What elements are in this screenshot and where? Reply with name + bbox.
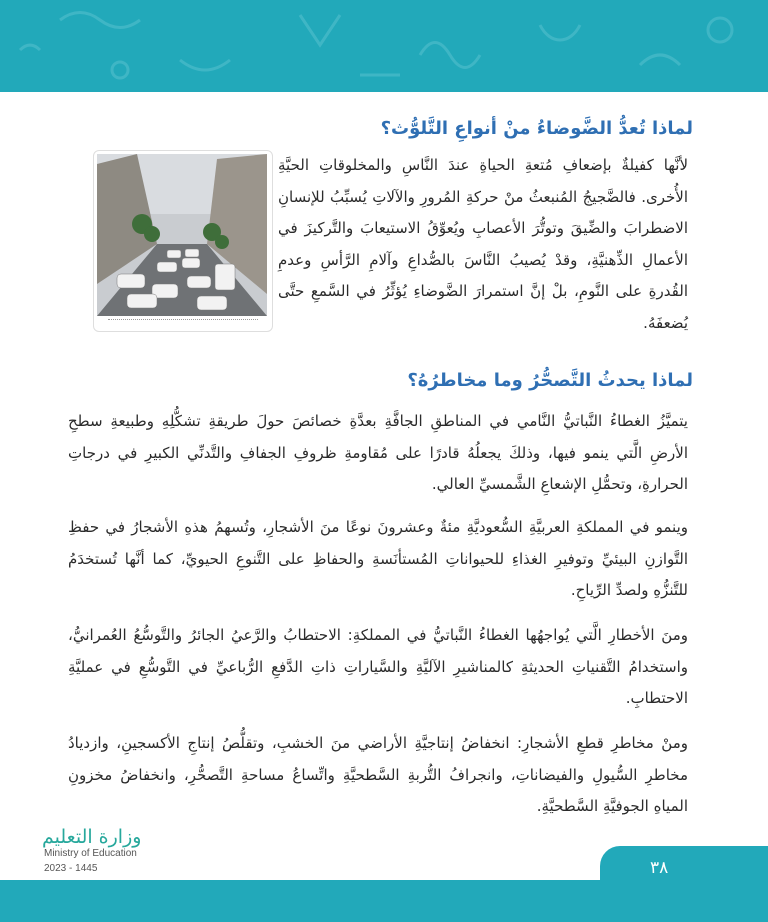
section-heading-desertification: لماذا يحدثُ التَّصحُّرُ وما مخاطرُهُ؟ — [407, 370, 693, 391]
top-decorative-band — [0, 0, 768, 92]
desertification-paragraph-3: ومنَ الأخطارِ الَّتي يُواجهُها الغطاءُ النَّباتيُّ في المملكةِ: الاحتطابُ والرَّعيُ الجائرُ والتَّوسُّعُ العُمرانيُّ، واستخدامُ التَّقنياتِ الحديثةِ كالمناشيرِ الآليَّةِ والسَّياراتِ ذاتِ الدَّفعِ الرُّباعيِّ في التَّوسُّعِ في عمليَّةِ الاحتطابِ. — [68, 626, 688, 707]
bottom-decorative-band — [0, 880, 768, 922]
desertification-paragraph-2: وينمو في المملكةِ العربيَّةِ السُّعوديَّةِ مئةٌ وعشرونَ نوعًا منَ الأشجارِ، وتُسهمُ هذهِ الأشجارُ في حفظِ التَّوازنِ البيئيِّ وتوفيرِ الغذاءِ للحيواناتِ المُستأنَسةِ والحفاظِ على التَّنوعِ الحيويِّ، كما أنَّها تُستخدَمُ للتَّنزُّهِ ولصدِّ الرِّياحِ. — [68, 518, 688, 599]
logo-english-text: Ministry of Education — [44, 848, 137, 859]
traffic-photo-icon — [97, 154, 267, 316]
desertification-paragraph-4: ومنْ مخاطرِ قطعِ الأشجارِ: انخفاضُ إنتاجيَّةِ الأراضي منَ الخشبِ، وتقلُّصُ إنتاجِ الأكسجينِ، وازديادُ مخاطرِ السُّيولِ والفيضاناتِ، وانجرافُ التُّربةِ السَّطحيَّةِ واتِّساعُ مساحةِ التَّصحُّرِ، وانخفاضُ مخزونِ المياهِ الجوفيَّةِ السَّطحيَّةِ. — [68, 734, 688, 815]
logo-year-text: 2023 - 1445 — [44, 863, 98, 874]
noise-paragraph: لأنَّها كفيلةٌ بإضعافِ مُتعةِ الحياةِ عندَ النَّاسِ والمخلوقاتِ الحيَّةِ الأُخرى. فالضَّجيجُ المُنبعثُ منْ حركةِ المُرورِ والآلاتِ يُسبِّبُ للإنسانِ الاضطرابَ والضِّيقَ وتوتُّرَ الأعصابِ ويُعوِّقُ الاستيعابَ والتَّركيزَ في الأعمالِ الذِّهنيَّةِ، وقدْ يُصيبُ النَّاسَ بالصُّداعِ وآلامِ الرَّأسِ وعدمِ القُدرةِ على النَّومِ، بلْ إنَّ استمرارَ الضَّوضاءِ يُؤثِّرُ في السَّمعِ حتَّى يُضعفَهُ. — [278, 156, 688, 332]
desertification-paragraph-1: يتميَّزُ الغطاءُ النَّباتيُّ النَّامي في المناطقِ الجافَّةِ بعدَّةِ خصائصَ حولَ طريقةِ تشكُّلِهِ وطبيعةِ سطحِ الأرضِ الَّتي ينمو فيها، وذلكَ يجعلُهُ قادرًا على مُقاومةِ ظروفِ الجفافِ والتَّدنِّي الكبيرِ في درجاتِ الحرارةِ، وتحمُّلِ الإشعاعِ الشَّمسيِّ العالي. — [68, 412, 688, 493]
band-pattern-icon — [0, 0, 768, 92]
section-heading-noise: لماذا تُعدُّ الضَّوضاءُ منْ أنواعِ التَّلوُّث؟ — [380, 118, 693, 139]
photo-caption-line — [108, 319, 258, 320]
logo-arabic-text: وزارة التعليم — [42, 826, 142, 848]
page-number: ٣٨ — [650, 858, 669, 878]
ministry-logo — [42, 826, 162, 882]
traffic-photo-frame — [93, 150, 273, 332]
